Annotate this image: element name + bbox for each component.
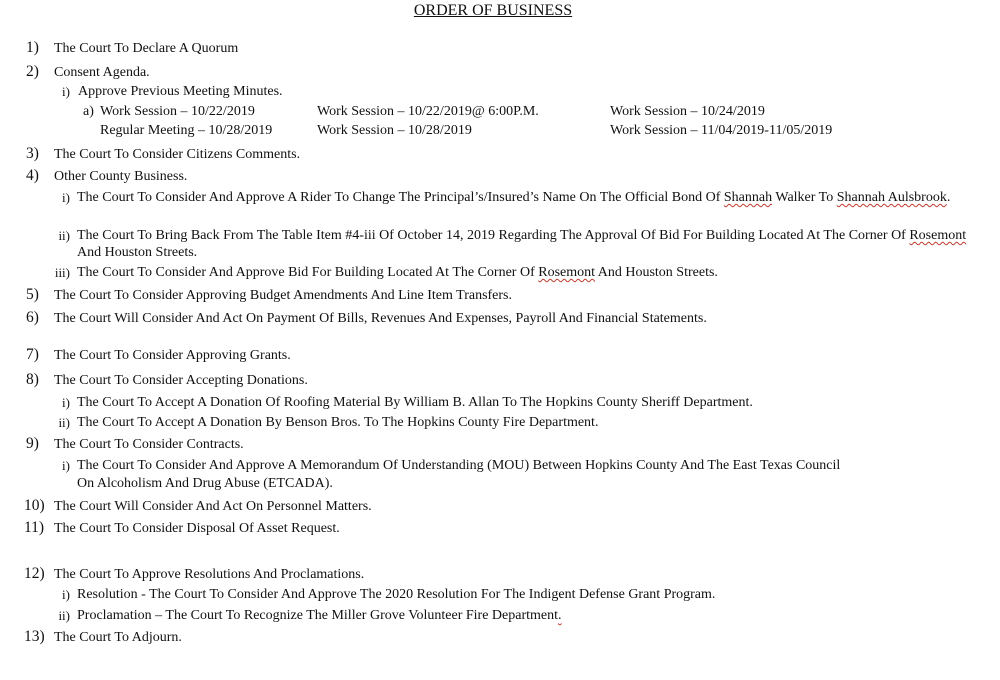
item-number: 7) — [26, 346, 39, 363]
item-number: 3) — [26, 145, 39, 162]
agenda-subitem-8-i: The Court To Accept A Donation Of Roofing Material By William B. Allan To The Hopkins County Sheriff Department. — [77, 395, 753, 410]
agenda-item-1: The Court To Declare A Quorum — [54, 41, 239, 56]
item-number: 5) — [26, 286, 39, 303]
agenda-item-12: The Court To Approve Resolutions And Proclamations. — [54, 567, 365, 582]
minutes-entry: Work Session – 11/04/2019-11/05/2019 — [610, 123, 833, 138]
subitem-number: ii) — [58, 608, 70, 623]
subitem-number: i) — [62, 84, 70, 99]
agenda-item-5: The Court To Consider Approving Budget Amendments And Line Item Transfers. — [54, 288, 513, 303]
agenda-subitem-4-i — [77, 189, 967, 206]
agenda-item-2: Consent Agenda. — [54, 65, 150, 80]
subitem-number: i) — [62, 458, 70, 473]
item-number: 2) — [26, 63, 39, 80]
subitem-number: iii) — [54, 265, 70, 280]
text-segment: Proclamation – The Court To Recognize The Miller Grove Volunteer Fire Department — [77, 608, 559, 623]
text-segment: And Houston Streets. — [597, 265, 718, 280]
agenda-item-10: The Court Will Consider And Act On Personnel Matters. — [54, 499, 372, 514]
subitem-number: ii) — [58, 228, 70, 243]
agenda-subitem-8-ii: The Court To Accept A Donation By Benson Bros. To The Hopkins County Fire Department. — [77, 415, 599, 430]
text-segment: And Houston Streets. — [77, 245, 198, 260]
agenda-subitem-12-ii — [77, 607, 562, 624]
agenda-subitem-4-iii — [77, 264, 718, 281]
agenda-item-4: Other County Business. — [54, 169, 188, 184]
item-number: 6) — [26, 309, 39, 326]
item-number: 12) — [24, 565, 45, 582]
minutes-letter: a) — [83, 104, 94, 119]
agenda-item-7: The Court To Consider Approving Grants. — [54, 348, 291, 363]
text-segment: Corner Of — [848, 228, 906, 243]
subitem-number: i) — [62, 395, 70, 410]
subitem-number: i) — [62, 587, 70, 602]
minutes-entry: Work Session – 10/24/2019 — [610, 104, 765, 119]
item-number: 13) — [24, 628, 45, 645]
agenda-item-13: The Court To Adjourn. — [54, 630, 182, 645]
item-number: 10) — [24, 497, 45, 514]
agenda-subitem-9-i-cont: On Alcoholism And Drug Abuse (ETCADA). — [77, 476, 333, 491]
misspelled-word: Rosemont — [909, 228, 967, 243]
minutes-entry: Work Session – 10/22/2019@ 6:00P.M. — [317, 104, 539, 119]
agenda-item-9: The Court To Consider Contracts. — [54, 437, 244, 452]
agenda-item-6: The Court Will Consider And Act On Payment Of Bills, Revenues And Expenses, Payroll And Financial Statements. — [54, 311, 707, 326]
page-title: ORDER OF BUSINESS — [413, 2, 573, 19]
minutes-entry: Work Session – 10/22/2019 — [100, 104, 255, 119]
subitem-number: i) — [62, 190, 70, 205]
agenda-subitem-12-i: Resolution - The Court To Consider And Approve The 2020 Resolution For The Indigent Defense Grant Program. — [77, 587, 716, 602]
subitem-number: ii) — [58, 415, 70, 430]
text-segment: The Court To Consider And Approve Bid For Building Located At The Corner Of — [77, 265, 535, 280]
agenda-subitem-9-i: The Court To Consider And Approve A Memorandum Of Understanding (MOU) Between Hopkins County And The East Texas Council — [77, 458, 841, 473]
item-number: 11) — [24, 519, 45, 536]
minutes-entry: Work Session – 10/28/2019 — [317, 123, 472, 138]
misspelled-word: Shannah — [723, 190, 773, 205]
misspelled-word: Rosemont — [538, 265, 596, 280]
item-number: 8) — [26, 371, 39, 388]
misspelled-word: Shannah Aulsbrook — [836, 190, 947, 205]
text-segment: The Court To Bring Back From The Table Item #4-iii Of October 14, 2019 Regarding The Approval Of Bid For Building Located At The — [77, 228, 846, 243]
text-segment: The Court To Consider And Approve A Rider To Change The Principal’s/Insured’s Name On The Official Bond Of — [77, 190, 721, 205]
agenda-subitem-2-i: Approve Previous Meeting Minutes. — [78, 84, 283, 99]
agenda-item-3: The Court To Consider Citizens Comments. — [54, 147, 301, 162]
agenda-item-8: The Court To Consider Accepting Donations. — [54, 373, 308, 388]
agenda-item-11: The Court To Consider Disposal Of Asset Request. — [54, 521, 340, 536]
text-segment: . — [946, 190, 951, 205]
text-segment: Walker To — [775, 190, 834, 205]
misspelled-word: . — [558, 608, 562, 623]
minutes-entry: Regular Meeting – 10/28/2019 — [100, 123, 273, 138]
item-number: 4) — [26, 167, 39, 184]
item-number: 9) — [26, 435, 39, 452]
agenda-subitem-4-ii — [77, 227, 967, 261]
item-number: 1) — [26, 39, 39, 56]
